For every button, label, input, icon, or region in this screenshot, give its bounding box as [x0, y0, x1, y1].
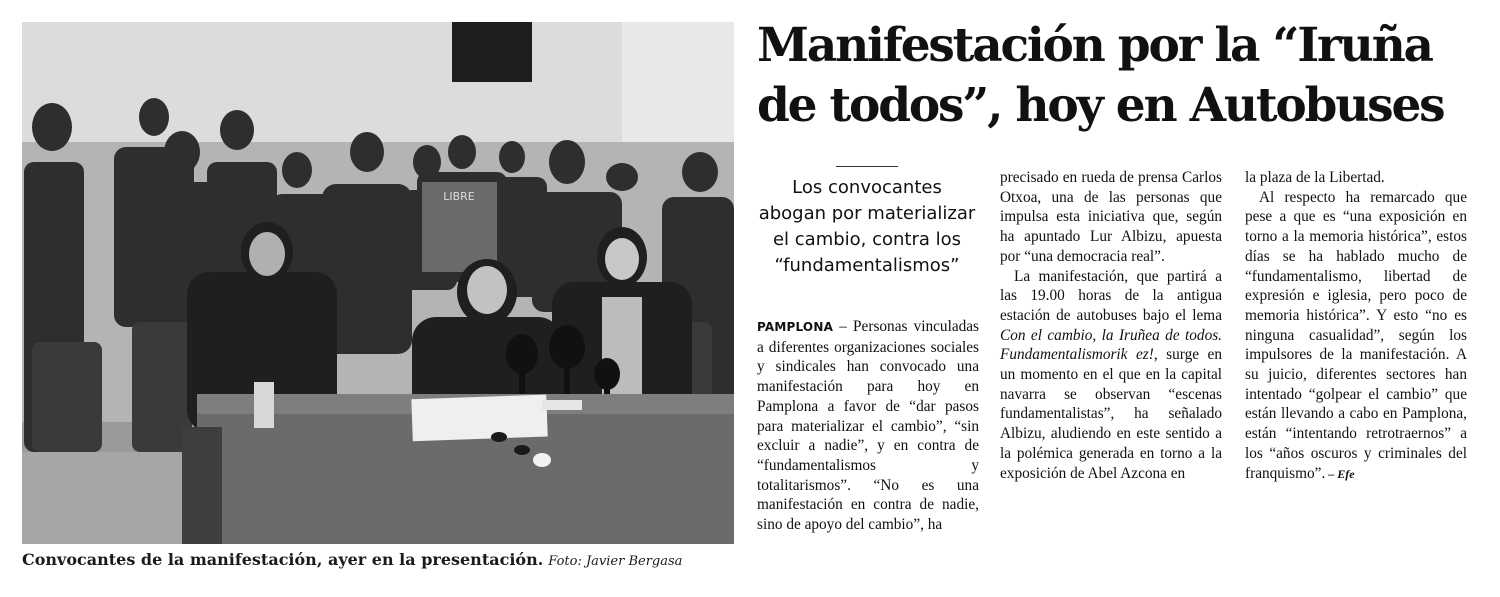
photo-credit: Foto: Javier Bergasa: [548, 554, 683, 569]
press-conference-photo: [22, 22, 734, 544]
dateline: PAMPLONA: [757, 320, 834, 334]
body-column-1: [757, 317, 979, 535]
protest-motto: Con el cambio, la Iruñea de todos. Fundamentalismorik ez!: [1000, 326, 1222, 364]
body-paragraph-1b: precisado en rueda de prensa Carlos Otxoa, una de las personas que impulsa esta iniciativa que, según ha apuntado Lur Albizu, apuesta por “una democracia real”.: [1000, 169, 1222, 265]
press-photo: [22, 22, 734, 544]
body-paragraph-2a: La manifestación, que partirá a las 19.00 horas de la antigua estación de autobuses bajo el lema: [1000, 267, 1222, 324]
subhead-divider: [836, 166, 898, 167]
body-paragraph-3: Al respecto ha remarcado que pese a que es “una exposición en torno a la memoria histórica”, estos días se ha hablado mucho de “fundamentalismo, libertad de expresión e iglesia, pero poco de memoria histórica”. Y esto “no es ninguna casualidad”, según los impulsores de la manifestación. A su juicio, diferentes sectores han intentado “golpear el cambio” que están llevando a cabo en Pamplona, están “intentando retrotraernos” a los “años oscuros y criminales del franquismo”.: [1245, 188, 1467, 482]
photo-caption: [22, 548, 742, 574]
body-column-2: [1000, 168, 1222, 483]
dateline-dash: –: [833, 318, 854, 335]
article-headline: Manifestación por la “Iruña de todos”, hoy en Autobuses: [757, 18, 1444, 133]
body-paragraph-2b: , surge en un momento en el que en la capital navarra se observan “escenas fundamentalistas”, ha señalado Albizu, aludiendo en este sentido a la polémica generada en torno a la exposición de Abel Azcona en: [1000, 346, 1222, 482]
body-column-3: [1245, 168, 1467, 484]
agency-signoff: – Efe: [1325, 466, 1355, 481]
article-subhead: Los convocantes abogan por materializar el cambio, contra los “fundamentalismos”: [758, 177, 976, 276]
caption-text: Convocantes de la manifestación, ayer en la presentación.: [22, 550, 544, 569]
body-paragraph-2c: la plaza de la Libertad.: [1245, 169, 1385, 186]
body-paragraph-1a: Personas vinculadas a diferentes organizaciones sociales y sindicales han convocado una manifestación para hoy en Pamplona a favor de “dar pasos para materializar el cambio”, “sin excluir a nadie”, y en contra de “fundamentalismos y totalitarismos”. “No es una manifestación en contra de nadie, sino de apoyo del cambio”, ha: [757, 318, 980, 534]
svg-text:LIBRE: LIBRE: [443, 190, 475, 203]
